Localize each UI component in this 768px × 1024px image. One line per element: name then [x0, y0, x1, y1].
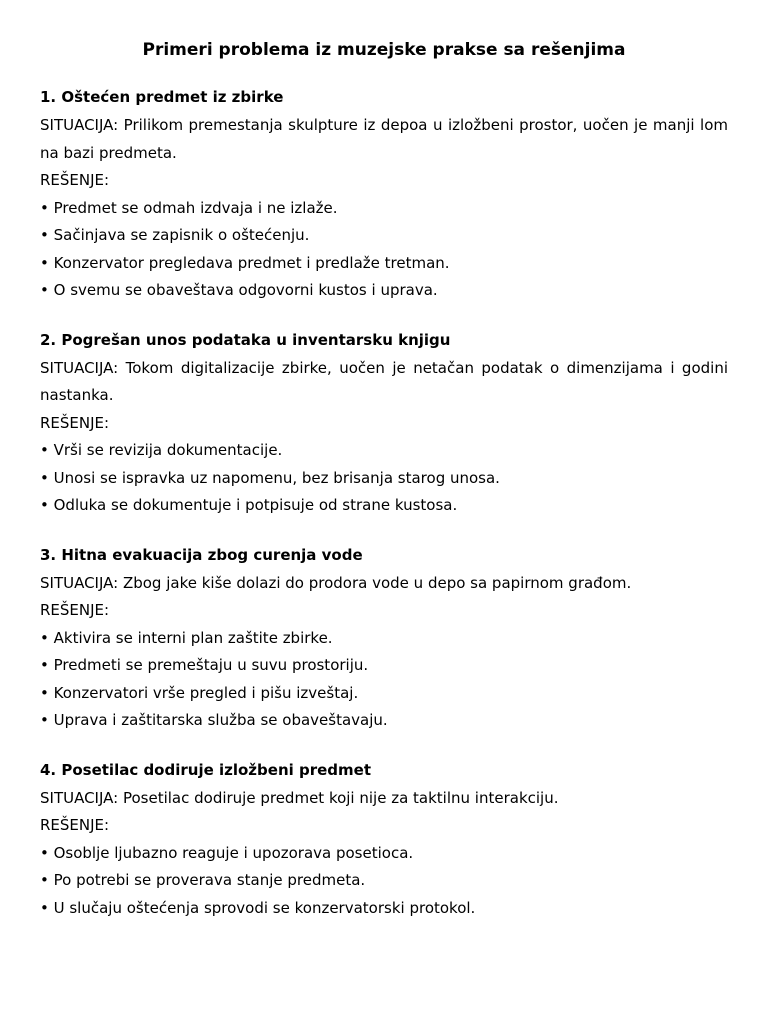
- section-heading: 1. Oštećen predmet iz zbirke: [40, 88, 284, 106]
- section-1: [40, 87, 728, 305]
- section-heading: 2. Pogrešan unos podataka u inventarsku knjigu: [40, 330, 451, 349]
- section-2: [40, 330, 728, 520]
- solution-label: REŠENJE:: [40, 413, 110, 432]
- solution-item: • Vrši se revizija dokumentacije.: [40, 441, 283, 459]
- solution-item: • U slučaju oštećenja sprovodi se konzervatorski protokol.: [40, 898, 476, 917]
- solution-item: • Sačinjava se zapisnik o oštećenju.: [40, 226, 310, 244]
- solution-item: • Konzervator pregledava predmet i predlaže tretman.: [40, 253, 450, 272]
- solution-list: [40, 625, 728, 735]
- solution-list: [40, 840, 728, 923]
- solution-item: • Aktivira se interni plan zaštite zbirke.: [40, 628, 333, 647]
- situation-text: SITUACIJA: Prilikom premestanja skulpture iz depoa u izložbeni prostor, uočen je manji lom na bazi predmeta.: [40, 116, 728, 162]
- solution-label: REŠENJE:: [40, 816, 110, 834]
- solution-item: • Uprava i zaštitarska služba se obaveštavaju.: [40, 711, 388, 729]
- situation-text: SITUACIJA: Zbog jake kiše dolazi do prodora vode u depo sa papirnom građom.: [40, 573, 632, 592]
- section-heading: 3. Hitna evakuacija zbog curenja vode: [40, 545, 363, 564]
- situation-text: SITUACIJA: Tokom digitalizacije zbirke, uočen je netačan podatak o dimenzijama i godini nastanka.: [40, 358, 728, 404]
- solution-item: • Odluka se dokumentuje i potpisuje od strane kustosa.: [40, 496, 458, 514]
- solution-item: • Konzervatori vrše pregled i pišu izveštaj.: [40, 683, 359, 702]
- solution-item: • Osoblje ljubazno reaguje i upozorava posetioca.: [40, 843, 414, 862]
- solution-item: • Predmeti se premeštaju u suvu prostoriju.: [40, 656, 369, 674]
- solution-item: • Po potrebi se proverava stanje predmeta.: [40, 871, 366, 889]
- situation-text: SITUACIJA: Posetilac dodiruje predmet koji nije za taktilnu interakciju.: [40, 788, 559, 807]
- document-page: [40, 38, 728, 947]
- solution-label: REŠENJE:: [40, 171, 110, 189]
- section-3: [40, 545, 728, 735]
- section-4: [40, 760, 728, 923]
- solution-item: • Predmet se odmah izdvaja i ne izlaže.: [40, 198, 338, 217]
- solution-item: • O svemu se obaveštava odgovorni kustos i uprava.: [40, 281, 438, 299]
- document-title: Primeri problema iz muzejske prakse sa rešenjima: [142, 40, 626, 60]
- solution-label: REŠENJE:: [40, 601, 110, 619]
- section-heading: 4. Posetilac dodiruje izložbeni predmet: [40, 760, 372, 779]
- solution-list: [40, 195, 728, 305]
- solution-item: • Unosi se ispravka uz napomenu, bez brisanja starog unosa.: [40, 468, 500, 487]
- solution-list: [40, 437, 728, 520]
